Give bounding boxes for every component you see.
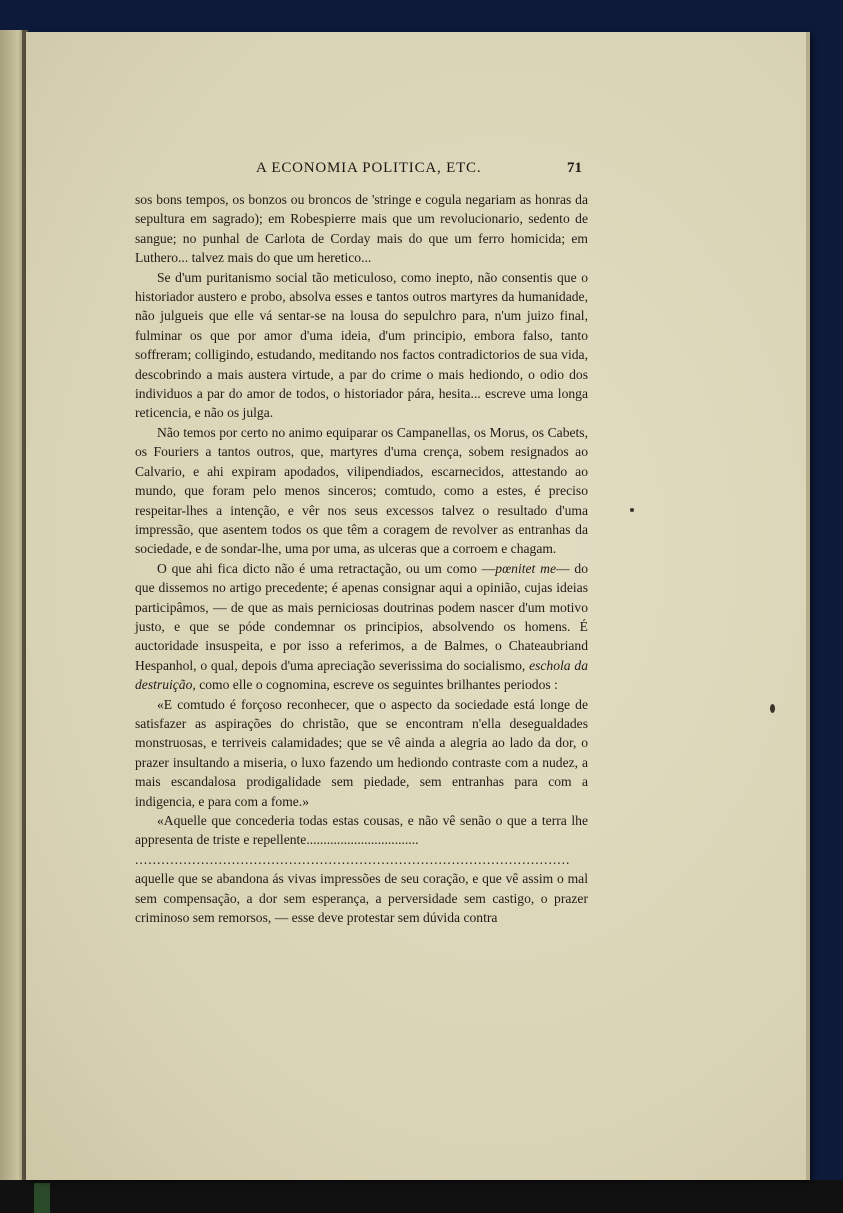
paragraph: Se d'um puritanismo social tão meticuloso, como inepto, não consentis que o historiador austero e probo, absolva esses e tantos outros martyres da humanidade, não julgueis que elle vá sentar-se na lousa do sepulchro para, n'um juizo final, fulminar os que por amor d'uma ideia, d'um principio, embora falso, tanto soffreram; colligindo, estudando, meditando nos factos contradictorios de sua vida, descobrindo a mais austera virtude, a par do crime o mais hediondo, o odio dos individuos a par do amor de todos, o historiador pára, hesita... escreve uma longa reticencia, e não os julga. <box>135 269 588 421</box>
latin-phrase: pœnitet me <box>495 560 556 576</box>
paper-speck <box>630 508 634 512</box>
quotation: «Aquelle que concederia todas estas cousas, e não vê senão o que a terra lhe appresenta de triste e repellente................................. <box>135 813 588 848</box>
paragraph: Não temos por certo no animo equiparar os Campanellas, os Morus, os Cabets, os Fouriers a tantos outros, que, martyres d'uma crença, sobem resignados ao Calvario, e ahi expiram apodados, vilipendiados, escarnecidos, attestando ao mundo, que foram pelo menos sinceros; comtudo, como a estes, é preciso respeitar-lhes a intenção, e vêr nos seus excessos talvez o resultado d'uma impressão, que asentem todos os que têm a coragem de revolver as entranhas da sociedade, e de sondar-lhe, uma por uma, as ulceras que a corroem e chagam. <box>135 424 588 557</box>
body-text <box>135 190 588 927</box>
scan-background <box>0 1180 843 1213</box>
italic-phrase: eschola da destruição, <box>135 657 588 693</box>
page-number: 71 <box>567 160 582 176</box>
running-title: A ECONOMIA POLITICA, ETC. <box>256 160 482 176</box>
paragraph <box>135 559 588 695</box>
paragraph: sos bons tempos, os bonzos ou broncos de 'stringe e cogula negariam as honras da sepultura em sagrado); em Robespierre mais que um revolucionario, sedento de sangue; no punhal de Carlota de Corday mais do que um ferro homicida; em Luthero... talvez mais do que um heretico... <box>135 192 588 266</box>
ellipsis-line: ................................................................................................... <box>135 851 571 867</box>
paragraph-text: — do que dissemos no artigo precedente; é apenas consignar aqui a opinião, cujas ideias participâmos, — de que as mais perniciosas doutrinas podem nascer d'um motivo justo, e que se póde condemnar os principios, absolvendo os homens. É auctoridade insuspeita, e por isso a referimos, a de Balmes, o Chateaubriand Hespanhol, o qual, depois d'uma apreciação severissima do socialismo, <box>135 560 588 673</box>
quotation-continued: aquelle que se abandona ás vivas impressões de seu coração, e que vê assim o mal sem compensação, a dor sem esperança, a perversidade sem castigo, o prazer criminoso sem remorsos, — esse deve protestar sem dúvida contra <box>135 871 588 926</box>
page-edge <box>806 32 810 1180</box>
paper-speck <box>770 704 775 713</box>
quotation: «E comtudo é forçoso reconhecer, que o aspecto da sociedade está longe de satisfazer as aspirações do christão, que se encontram n'ella desegualdades monstruosas, e terriveis calamidades; que se vê ainda a alegria ao lado da dor, o prazer insultando a miseria, o luxo fazendo um hediondo contraste com a nudez, a mais escandalosa prodigalidade sem piedade, sem entranhas para com a indigencia, e para com a fome.» <box>135 696 588 809</box>
bookmark-ribbon <box>34 1183 50 1213</box>
paragraph-text: como elle o cognomina, escreve os seguintes brilhantes periodos : <box>199 677 558 693</box>
paragraph-text: O que ahi fica dicto não é uma retractação, ou um como — <box>157 560 496 576</box>
